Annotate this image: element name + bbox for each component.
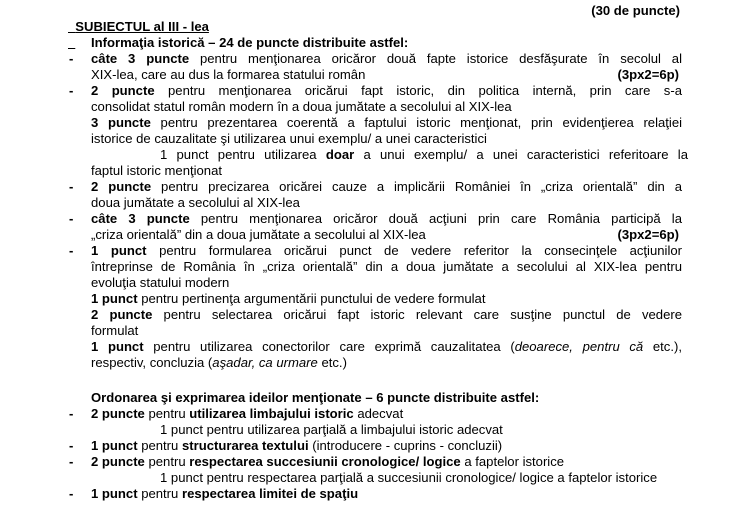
criteria-line: faptul istoric menţionat: [91, 163, 223, 178]
criteria-line: 2 puncte pentru respectarea succesiunii cronologice/ logice a faptelor istorice: [91, 454, 565, 469]
bullet-dash: -: [69, 51, 74, 66]
criteria-item: [69, 243, 683, 371]
subject-heading: [68, 3, 680, 34]
criteria-continuation: [91, 163, 682, 179]
bullet-dash: -: [69, 438, 74, 453]
criteria-item: [69, 179, 682, 211]
subject-points: (30 de puncte): [591, 3, 680, 18]
bullet-dash: -: [69, 243, 74, 258]
criteria-line: câte 3 puncte pentru menţionarea oricăror două acţiuni prin care România participă la: [91, 211, 682, 226]
criteria-line: „criza orientală” din a doua jumătate a secolului al XIX-lea (3px2=6p): [91, 227, 679, 242]
criteria-line: 2 puncte pentru menţionarea oricărui fapt istoric, din politica internă, prin care s-a: [91, 83, 682, 98]
bullet-dash: -: [69, 179, 74, 194]
criteria-item: [69, 211, 682, 243]
criteria-line: 1 punct pentru pertinenţa argumentării punctului de vedere formulat: [91, 291, 486, 306]
criteria-line: respectiv, concluzia (aşadar, ca urmare etc.): [91, 355, 347, 370]
criteria-line: consolidat statul român modern în a doua jumătate a secolului al XIX-lea: [91, 99, 512, 114]
sub-criteria: [160, 147, 688, 163]
criteria-item: [69, 454, 682, 470]
criteria-line: câte 3 puncte pentru menţionarea oricăror două fapte istorice desfăşurate în secolul al: [91, 51, 682, 66]
criteria-line: 3 puncte pentru prezentarea coerentă a faptului istoric menţionat, prin evidenţierea relaţiei: [91, 115, 683, 130]
criteria-line: XIX-lea, care au dus la formarea statului român (3px2=6p): [91, 67, 679, 82]
criteria-item: [69, 51, 682, 83]
criteria-line: 1 punct pentru utilizarea parţială a limbajului istoric adecvat: [160, 422, 503, 437]
points-formula: (3px2=6p): [617, 67, 679, 82]
criteria-line: istorice de cauzalitate şi utilizarea unui exemplu/ a unei caracteristici: [91, 131, 487, 146]
bullet-dash: -: [69, 454, 74, 469]
bullet-dash: -: [69, 406, 74, 421]
bullet-dash: -: [69, 211, 74, 226]
criteria-line: 2 puncte pentru selectarea oricărui fapt istoric relevant care susţine punctul de vedere: [91, 307, 683, 322]
criteria-line: 1 punct pentru structurarea textului (introducere - cuprins - concluzii): [91, 438, 503, 453]
section-ordering-title: Ordonarea şi exprimarea ideilor menţionate – 6 puncte distribuite astfel:: [91, 390, 540, 405]
criteria-item: [69, 486, 682, 502]
points-formula: (3px2=6p): [617, 227, 679, 242]
criteria-item: [69, 83, 683, 147]
criteria-line: 1 punct pentru utilizarea conectorilor care exprimă cauzalitatea (deoarece, pentru că etc.),: [91, 339, 682, 354]
criteria-line: 1 punct pentru formularea oricărui punct de vedere referitor la consecinţele acţiunilor: [91, 243, 682, 258]
criteria-item: [69, 406, 682, 422]
criteria-line: evoluţia statului modern: [91, 275, 230, 290]
criteria-line: 1 punct pentru utilizarea doar a unui exemplu/ a unei caracteristici referitoare la: [160, 147, 688, 162]
bullet-dash: -: [69, 83, 74, 98]
criteria-line: întreprinse de România în „criza orientală” din a doua jumătate a secolului al XIX-lea pentru: [91, 259, 682, 274]
criteria-item: [69, 438, 682, 454]
sub-criteria: [160, 422, 688, 438]
criteria-line: doua jumătate a secolului al XIX-lea: [91, 195, 300, 210]
criteria-line: 2 puncte pentru utilizarea limbajului istoric adecvat: [91, 406, 404, 421]
criteria-line: 1 punct pentru respectarea parţială a succesiunii cronologice/ logice a faptelor istorice: [160, 470, 658, 485]
criteria-line: formulat: [91, 323, 139, 338]
sub-criteria: [160, 470, 688, 486]
criteria-line: 1 punct pentru respectarea limitei de spaţiu: [91, 486, 359, 501]
bullet-dash: -: [69, 486, 74, 501]
section-historical-info-title: Informaţia istorică – 24 de puncte distribuite astfel:: [91, 35, 409, 50]
subject-title: SUBIECTUL al III - lea: [75, 19, 209, 34]
criteria-line: 2 puncte pentru precizarea oricărei cauze a implicării României în „criza orientală” din a: [91, 179, 682, 194]
